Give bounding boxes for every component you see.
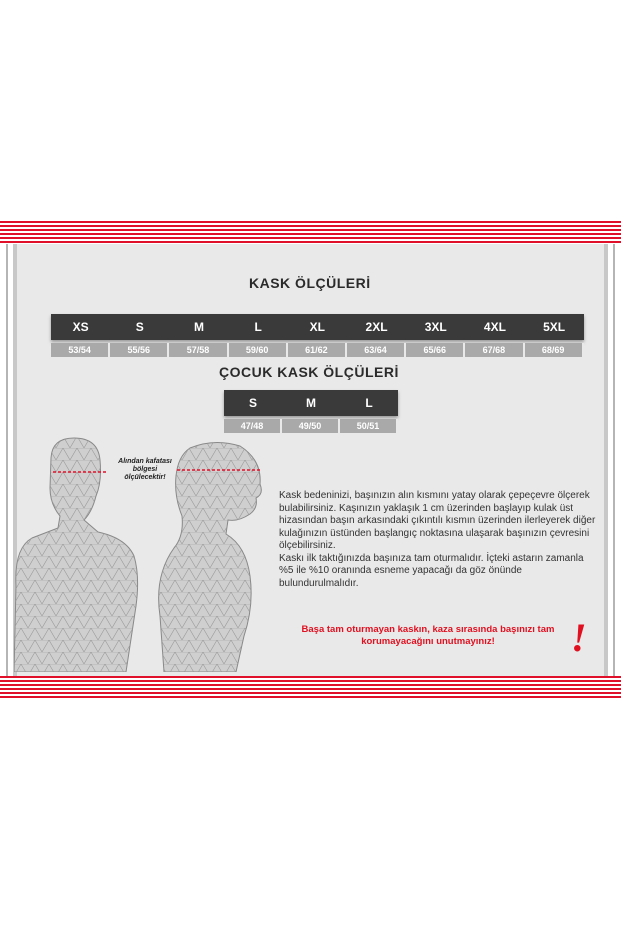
size-label: 2XL	[365, 320, 388, 334]
circumference-value: 49/50	[282, 419, 340, 433]
left-border-rule	[6, 244, 8, 676]
size-label: 4XL	[483, 320, 506, 334]
child-circumference-row	[224, 419, 398, 433]
adult-size-row	[51, 314, 584, 340]
measure-callout: Alından kafatası bölgesi ölçülecektir!	[118, 458, 172, 481]
size-label: M	[306, 396, 316, 410]
description-paragraph: Kaskı ilk taktığınızda başınıza tam oturmalıdır. İçteki astarın zamanla %5 ile %10 oranında esneme yapacağı da göz önünde bulundurulmalıdır.	[279, 552, 584, 589]
size-label: S	[248, 396, 257, 410]
circumference-value: 47/48	[224, 419, 282, 433]
child-size-title: ÇOCUK KASK ÖLÇÜLERİ	[219, 364, 399, 380]
circumference-value: 63/64	[347, 343, 406, 357]
circumference-value: 53/54	[51, 343, 110, 357]
circumference-value: 59/60	[229, 343, 288, 357]
circumference-value: 55/56	[110, 343, 169, 357]
top-red-stripes	[0, 221, 621, 245]
warning-text: Başa tam oturmayan kaskın, kaza sırasında başınızı tam korumayacağını unutmayınız!	[301, 624, 555, 647]
circumference-value: 65/66	[406, 343, 465, 357]
sizing-description	[279, 490, 599, 590]
child-size-row	[224, 390, 398, 416]
circumference-value: 68/69	[525, 343, 584, 357]
circumference-value: 57/58	[169, 343, 228, 357]
size-label: XL	[309, 320, 326, 334]
circumference-value: 67/68	[465, 343, 524, 357]
size-label: S	[135, 320, 144, 334]
size-label: 3XL	[424, 320, 447, 334]
size-label: M	[193, 320, 204, 334]
size-label: L	[254, 320, 262, 334]
right-border-rule	[613, 244, 615, 676]
size-label: L	[365, 396, 373, 410]
size-label: XS	[72, 320, 89, 334]
bottom-red-stripes	[0, 676, 621, 700]
adult-circumference-row	[51, 343, 584, 357]
size-label: 5XL	[543, 320, 566, 334]
circumference-value: 61/62	[288, 343, 347, 357]
description-paragraph: Kask bedeninizi, başınızın alın kısmını yatay olarak çepeçevre ölçerek bulabilirsiniz. Kaşınızın yaklaşık 1 cm üzerinden başlayıp kulak üst hizasından başın arkasındaki çıkıntılı kısmın üzerinden ilerleyerek diğer kulağınızın üstünden başlangıç noktasına ulaşarak başınızın çevresini ölçebilirsiniz.	[279, 490, 596, 551]
exclamation-icon: !	[571, 615, 587, 660]
circumference-value: 50/51	[340, 419, 398, 433]
adult-size-title: KASK ÖLÇÜLERİ	[249, 275, 371, 291]
